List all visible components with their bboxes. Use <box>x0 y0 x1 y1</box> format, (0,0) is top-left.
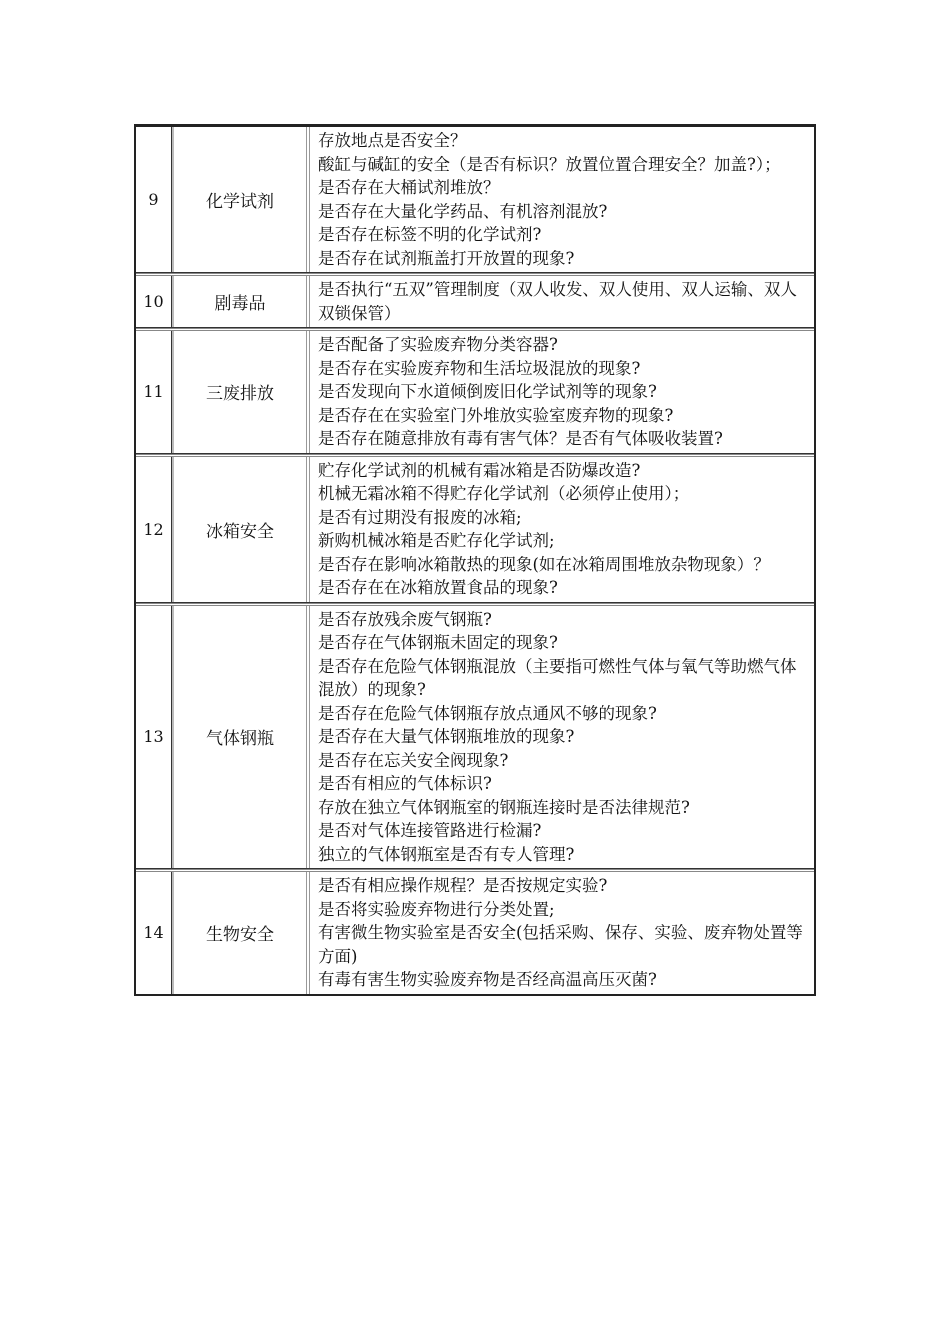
check-item: 新购机械冰箱是否贮存化学试剂; <box>318 531 555 550</box>
row-number: 14 <box>136 872 172 994</box>
row-number: 10 <box>136 276 172 327</box>
check-item: 是否存在随意排放有毒有害气体？是否有气体吸收装置? <box>318 429 723 448</box>
row-category: 生物安全 <box>172 872 310 994</box>
check-item: 是否存在在实验室门外堆放实验室废弃物的现象? <box>318 405 674 425</box>
check-item: 是否存在大桶试剂堆放？ <box>318 178 500 197</box>
check-item: 是否有过期没有报废的冰箱; <box>318 507 522 527</box>
check-item: 是否存在实验废弃物和生活垃圾混放的现象? <box>318 358 641 378</box>
row-category: 化学试剂 <box>172 127 310 272</box>
check-item: 是否配备了实验废弃物分类容器? <box>318 335 558 354</box>
check-item: 是否存在试剂瓶盖打开放置的现象? <box>318 248 575 268</box>
check-item: 存放地点是否安全？ <box>318 131 467 150</box>
row-category: 气体钢瓶 <box>172 606 310 869</box>
table-row <box>136 273 814 328</box>
row-category: 剧毒品 <box>172 276 310 327</box>
check-item: 是否存放残余废气钢瓶? <box>318 609 492 629</box>
row-check-items <box>310 127 814 272</box>
check-item: 有毒有害生物实验废弃物是否经高温高压灭菌? <box>318 970 657 989</box>
row-check-items <box>310 606 814 869</box>
check-item: 是否有相应操作规程？是否按规定实验? <box>318 876 608 895</box>
table-row <box>136 603 814 870</box>
check-item: 贮存化学试剂的机械有霜冰箱是否防爆改造? <box>318 460 641 480</box>
row-check-items <box>310 872 814 994</box>
check-item: 是否将实验废弃物进行分类处置; <box>318 899 555 919</box>
check-item: 是否存在大量气体钢瓶堆放的现象? <box>318 727 575 746</box>
table-row <box>136 869 814 994</box>
row-number: 9 <box>136 127 172 272</box>
table-row <box>136 127 814 273</box>
row-check-items <box>310 276 814 327</box>
check-item: 是否执行“五双”管理制度（双人收发、双人使用、双人运输、双人双锁保管） <box>318 280 797 323</box>
check-item: 是否存在标签不明的化学试剂? <box>318 225 542 244</box>
safety-checklist-table <box>134 124 816 996</box>
row-category: 三废排放 <box>172 331 310 453</box>
row-check-items <box>310 457 814 602</box>
check-item: 是否有相应的气体标识? <box>318 774 492 793</box>
check-item: 是否存在大量化学药品、有机溶剂混放? <box>318 201 608 221</box>
check-item: 是否存在危险气体钢瓶混放（主要指可燃性气体与氧气等助燃气体混放）的现象? <box>318 656 797 699</box>
row-number: 12 <box>136 457 172 602</box>
check-item: 酸缸与碱缸的安全（是否有标识？放置位置合理安全？加盖?）； <box>318 154 781 174</box>
check-item: 是否发现向下水道倾倒废旧化学试剂等的现象? <box>318 382 657 401</box>
check-item: 是否存在忘关安全阀现象? <box>318 750 509 770</box>
check-item: 是否存在气体钢瓶未固定的现象? <box>318 633 558 652</box>
check-item: 是否对气体连接管路进行检漏? <box>318 821 542 840</box>
check-item: 是否存在在冰箱放置食品的现象? <box>318 578 558 597</box>
check-item: 存放在独立气体钢瓶室的钢瓶连接时是否法律规范? <box>318 797 690 817</box>
check-item: 有害微生物实验室是否安全(包括采购、保存、实验、废弃物处置等方面) <box>318 923 803 966</box>
check-item: 是否存在危险气体钢瓶存放点通风不够的现象? <box>318 703 657 723</box>
check-item: 机械无霜冰箱不得贮存化学试剂（必须停止使用）； <box>318 484 690 503</box>
table-row <box>136 454 814 603</box>
row-number: 13 <box>136 606 172 869</box>
check-item: 是否存在影响冰箱散热的现象(如在冰箱周围堆放杂物现象）？ <box>318 554 770 574</box>
table-row <box>136 328 814 454</box>
row-check-items <box>310 331 814 453</box>
check-item: 独立的气体钢瓶室是否有专人管理? <box>318 844 575 864</box>
row-number: 11 <box>136 331 172 453</box>
row-category: 冰箱安全 <box>172 457 310 602</box>
